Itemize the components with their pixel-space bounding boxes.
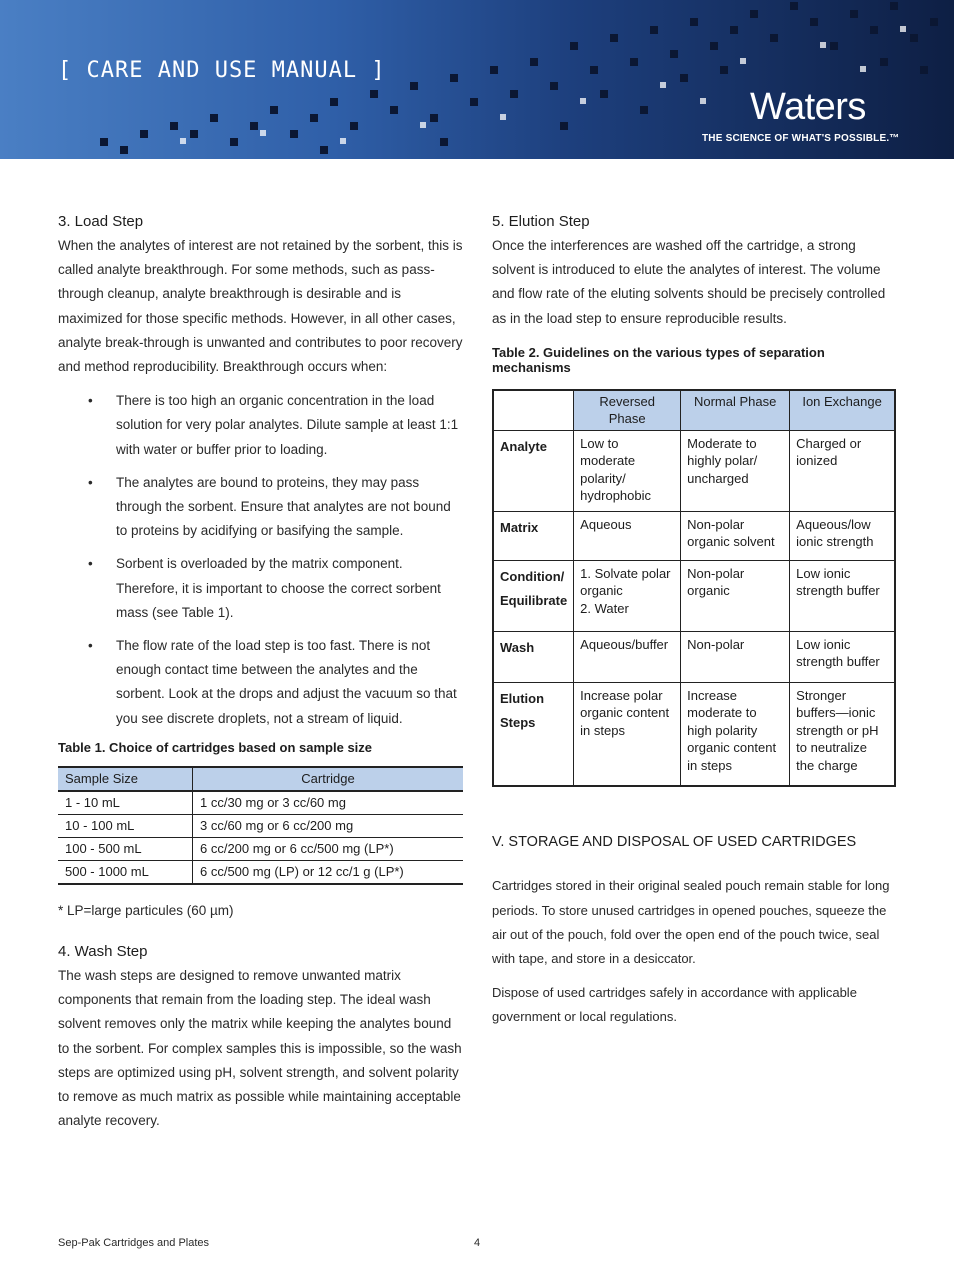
table-header: Reversed Phase bbox=[574, 390, 681, 431]
load-step-intro: When the analytes of interest are not retained by the sorbent, this is called analyte breakthrough. For some methods, such as pass-through cleanup, analyte breakthrough is desirable and is maximized for those specific methods. However, in all other cases, analyte break-through is unwanted and contributes to poor recovery and method reproducibility. Breakthrough occurs when: bbox=[58, 238, 463, 375]
brand-tagline: THE SCIENCE OF WHAT'S POSSIBLE.™ bbox=[702, 133, 900, 144]
table2-caption: Table 2. Guidelines on the various types of separation mechanisms bbox=[492, 344, 825, 375]
wash-step-heading: 4. Wash Step bbox=[58, 943, 148, 961]
table-header: Cartridge bbox=[193, 767, 464, 791]
right-column bbox=[492, 213, 900, 1030]
elution-step-heading: 5. Elution Step bbox=[492, 213, 590, 230]
table-row: Wash Aqueous/buffer Non-polar Low ionic strength buffer bbox=[493, 631, 895, 682]
list-item: • The flow rate of the load step is too fast. There is not enough contact time between the analytes and the sorbent. Look at the drops and adjust the vacuum so that you see discrete droplets, not a stream of liquid. bbox=[58, 634, 464, 731]
table1-caption: Table 1. Choice of cartridges based on sample size bbox=[58, 739, 373, 755]
left-column bbox=[58, 213, 464, 1133]
header-banner bbox=[0, 0, 954, 159]
list-item: • The analytes are bound to proteins, they may pass through the sorbent. Ensure that analytes are not bound to proteins by acidifying or basifying the sample. bbox=[58, 471, 464, 544]
table-header: Ion Exchange bbox=[790, 390, 895, 431]
elution-step-body: Once the interferences are washed off the cartridge, a strong solvent is introduced to elute the analytes of interest. The volume and flow rate of the eluting solvents should be precisely controlled as in the load step to ensure reproducible results. bbox=[492, 238, 886, 326]
list-item: • There is too high an organic concentration in the load solution for very polar analytes. Dilute sample at least 1:1 with water or buffer prior to loading. bbox=[58, 389, 464, 462]
waters-logo: Waters bbox=[750, 86, 866, 128]
separation-mechanisms-table bbox=[492, 389, 896, 788]
bullet-icon: • bbox=[88, 638, 93, 654]
table1-footnote: * LP=large particules (60 µm) bbox=[58, 902, 234, 918]
table-header-blank bbox=[493, 390, 574, 431]
page-number: 4 bbox=[474, 1237, 481, 1249]
table-row: 1 - 10 mL 1 cc/30 mg or 3 cc/60 mg bbox=[58, 791, 463, 815]
table-header: Sample Size bbox=[58, 767, 193, 791]
table-header: Normal Phase bbox=[681, 390, 790, 431]
table-row: Condition/ Equilibrate 1. Solvate polar organic 2. Water Non-polar organic Low ionic strength buffer bbox=[493, 560, 895, 631]
storage-heading: V. STORAGE AND DISPOSAL OF USED CARTRIDGES bbox=[492, 834, 857, 851]
table-row: Elution Steps Increase polar organic content in steps Increase moderate to high polarity organic content in steps Stronger buffers—ionic strength or pH to neutralize the charge bbox=[493, 682, 895, 786]
manual-title: [ CARE AND USE MANUAL ] bbox=[58, 58, 386, 83]
breakthrough-causes-list bbox=[58, 389, 464, 731]
footer-document-title: Sep-Pak Cartridges and Plates bbox=[58, 1237, 210, 1249]
table-row: Analyte Low to moderate polarity/ hydrophobic Moderate to highly polar/ uncharged Charged or ionized bbox=[493, 430, 895, 511]
table-row: Matrix Aqueous Non-polar organic solvent Aqueous/low ionic strength bbox=[493, 511, 895, 560]
wash-step-body: The wash steps are designed to remove unwanted matrix components that remain from the loading step. The ideal wash solvent removes only the matrix while keeping the analytes bound to the sorbent. For complex samples this is impossible, so the wash steps are optimized using pH, solvent strength, and solvent polarity to remove as much matrix as possible while maintaining acceptable analyte recovery. bbox=[58, 968, 462, 1129]
bullet-icon: • bbox=[88, 393, 93, 409]
table-row: 100 - 500 mL 6 cc/200 mg or 6 cc/500 mg (LP*) bbox=[58, 837, 463, 860]
storage-paragraph-2: Dispose of used cartridges safely in accordance with applicable government or local regulations. bbox=[492, 985, 857, 1025]
bullet-icon: • bbox=[88, 556, 93, 572]
table-row: 10 - 100 mL 3 cc/60 mg or 6 cc/200 mg bbox=[58, 814, 463, 837]
cartridge-size-table bbox=[58, 766, 463, 885]
list-item: • Sorbent is overloaded by the matrix component. Therefore, it is important to choose the correct sorbent mass (see Table 1). bbox=[58, 552, 464, 625]
load-step-heading: 3. Load Step bbox=[58, 213, 144, 230]
table-row: 500 - 1000 mL 6 cc/500 mg (LP) or 12 cc/1 g (LP*) bbox=[58, 860, 463, 884]
bullet-icon: • bbox=[88, 474, 93, 490]
storage-paragraph-1: Cartridges stored in their original sealed pouch remain stable for long periods. To store unused cartridges in opened pouches, squeeze the air out of the pouch, fold over the open end of the pouch twice, seal with tape, and store in a desiccator. bbox=[492, 878, 890, 966]
